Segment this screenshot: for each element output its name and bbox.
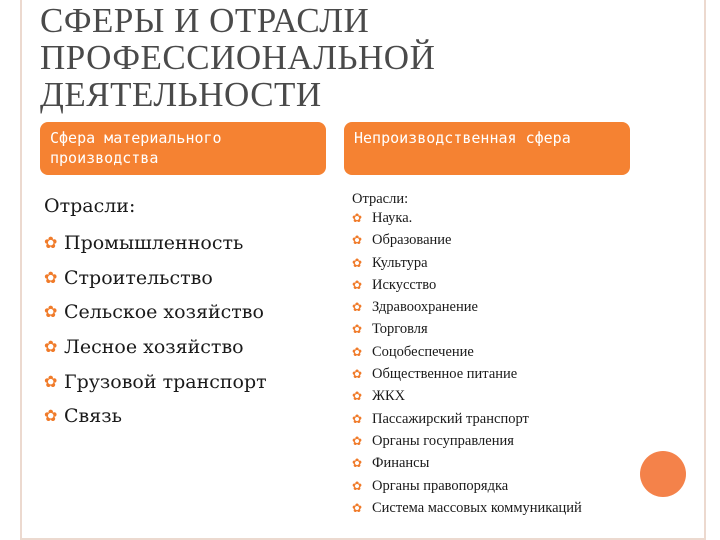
list-item [352, 478, 612, 500]
flower-bullet-icon: ✿ [352, 233, 363, 248]
list-item [44, 295, 334, 330]
flower-bullet-icon: ✿ [352, 433, 363, 448]
list-item-label: Финансы [372, 455, 430, 472]
list-item [352, 277, 612, 299]
list-item-label: Образование [372, 232, 452, 249]
list-item-label: Связь [64, 405, 122, 428]
page-title: СФЕРЫ И ОТРАСЛИ ПРОФЕССИОНАЛЬНОЙ ДЕЯТЕЛЬНОСТИ [40, 1, 436, 114]
list-item-label: Система массовых коммуникаций [372, 499, 582, 516]
list-item-label: ЖКХ [372, 388, 406, 405]
list-item [352, 388, 612, 410]
flower-bullet-icon: ✿ [352, 255, 363, 270]
list-item [352, 455, 612, 477]
list-item-label: Лесное хозяйство [64, 336, 244, 359]
flower-bullet-icon: ✿ [44, 233, 58, 253]
flower-bullet-icon: ✿ [44, 337, 58, 357]
list-item [352, 255, 612, 277]
flower-bullet-icon: ✿ [352, 367, 363, 382]
list-item [352, 344, 612, 366]
flower-bullet-icon: ✿ [352, 500, 363, 515]
list-item-label: Культура [372, 254, 428, 271]
list-item-label: Здравоохранение [372, 299, 478, 316]
list-item-label: Сельское хозяйство [64, 301, 264, 324]
list-item [44, 261, 334, 296]
list-item-label: Грузовой транспорт [64, 370, 267, 393]
flower-bullet-icon: ✿ [352, 411, 363, 426]
list-item [352, 321, 612, 343]
flower-bullet-icon: ✿ [352, 456, 363, 471]
flower-bullet-icon: ✿ [44, 371, 58, 391]
list-item [44, 330, 334, 365]
list-item-label: Строительство [64, 266, 213, 289]
list-item-label: Органы госуправления [372, 432, 514, 449]
flower-bullet-icon: ✿ [44, 406, 58, 426]
non-production-branches-heading: Отрасли: [352, 191, 409, 207]
list-item [44, 399, 334, 434]
list-item-label: Соцобеспечение [372, 343, 474, 360]
list-item-label: Органы правопорядка [372, 477, 509, 494]
flower-bullet-icon: ✿ [352, 211, 363, 225]
decorative-circle [640, 451, 686, 497]
list-item-label: Искусство [372, 276, 437, 293]
list-item-label: Наука. [372, 210, 413, 226]
list-item-label: Торговля [372, 321, 428, 338]
list-item [352, 433, 612, 455]
list-item-label: Пассажирский транспорт [372, 410, 529, 427]
list-item [352, 299, 612, 321]
list-item [352, 232, 612, 254]
list-item [352, 366, 612, 388]
list-item [352, 500, 612, 522]
non-production-sphere-column [352, 190, 612, 522]
material-branches-heading: Отрасли: [44, 195, 136, 217]
flower-bullet-icon: ✿ [352, 300, 363, 315]
list-item [352, 210, 612, 232]
list-item-label: Общественное питание [372, 366, 518, 383]
non-production-sphere-header: Непроизводственная сфера [344, 122, 630, 175]
list-item [352, 411, 612, 433]
flower-bullet-icon: ✿ [352, 277, 363, 292]
flower-bullet-icon: ✿ [44, 302, 58, 322]
flower-bullet-icon: ✿ [44, 267, 58, 287]
material-branches-list [44, 226, 334, 434]
list-item [44, 226, 334, 261]
flower-bullet-icon: ✿ [352, 344, 363, 359]
material-sphere-header: Сфера материального производства [40, 122, 326, 175]
material-sphere-column [44, 190, 334, 434]
non-production-branches-list [352, 210, 612, 522]
list-item-label: Промышленность [64, 232, 244, 255]
list-item [44, 364, 334, 399]
flower-bullet-icon: ✿ [352, 322, 363, 337]
flower-bullet-icon: ✿ [352, 478, 363, 493]
flower-bullet-icon: ✿ [352, 389, 363, 404]
